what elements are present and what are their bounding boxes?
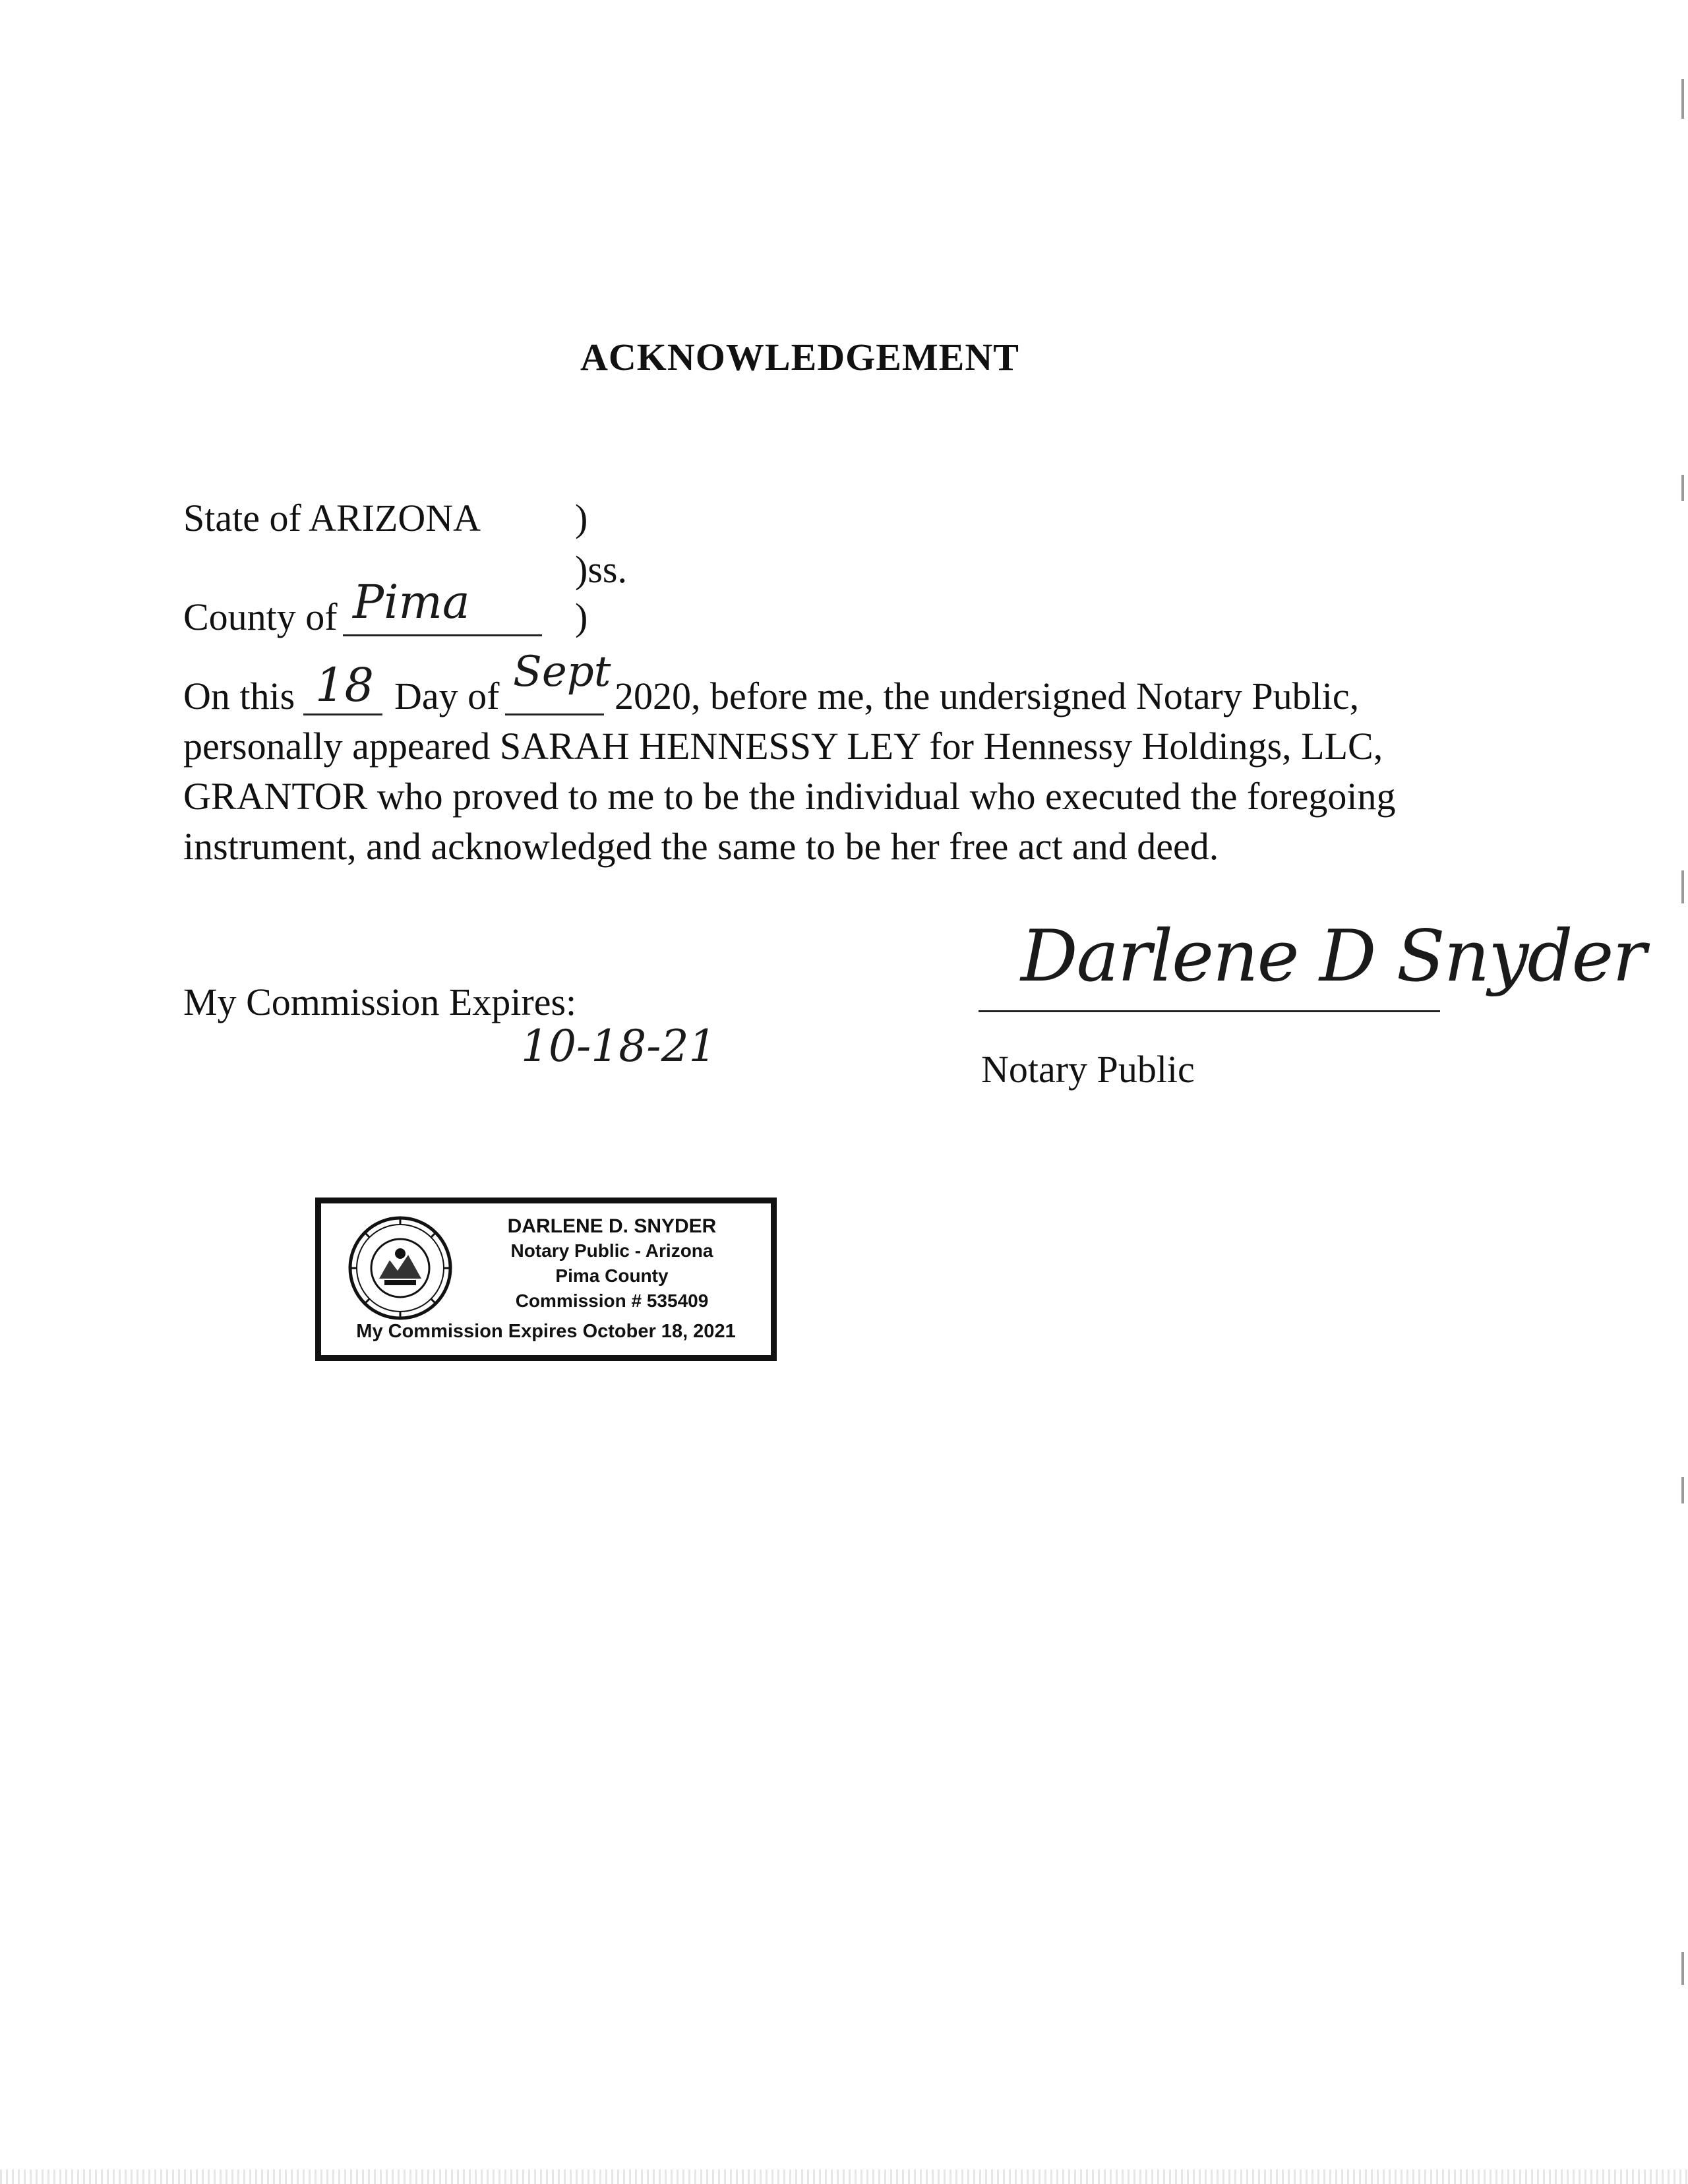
month-handwritten: Sept [513,648,611,696]
stamp-title: Notary Public - Arizona [510,1240,713,1261]
body-line-3: GRANTOR who proved to me to be the individual who executed the foregoing [183,775,1396,818]
body-line-4: instrument, and acknowledged the same to be her free act and deed. [183,825,1219,868]
day-blank-line [303,713,382,715]
venue-paren: ) [575,497,588,539]
day-handwritten: 18 [315,658,375,712]
county-handwritten: Pima [353,575,470,629]
notary-stamp [315,1198,777,1361]
stamp-name: DARLENE D. SNYDER [507,1215,717,1237]
body-line-2: personally appeared SARAH HENNESSY LEY for Hennessy Holdings, LLC, [183,725,1383,768]
ss-mark: )ss. [575,548,627,591]
county-label: County of [183,595,338,638]
notary-caption: Notary Public [981,1048,1195,1091]
commission-label: My Commission Expires: [183,981,577,1023]
scan-artifact [1681,79,1684,119]
scan-artifact [1681,1477,1684,1503]
county-blank-line [343,634,542,636]
stamp-commission: Commission # 535409 [515,1290,709,1311]
body-line-1: 2020, before me, the undersigned Notary Public, [615,675,1360,717]
scan-artifact [1681,1952,1684,1985]
venue-paren: ) [575,595,588,638]
month-blank-line [505,713,604,715]
stamp-county: Pima County [555,1265,669,1286]
notary-signature: Darlene D Snyder [1021,915,1646,998]
state-line: State of ARIZONA [183,497,481,539]
document-title: ACKNOWLEDGEMENT [580,336,1019,379]
on-this-label: On this [183,675,295,717]
scan-artifact-strip [0,2169,1688,2184]
arizona-state-seal-icon [347,1215,453,1321]
scan-artifact [1681,475,1684,501]
commission-date-handwritten: 10-18-21 [521,1021,717,1072]
stamp-expires: My Commission Expires October 18, 2021 [356,1321,736,1342]
day-of-label: Day of [394,675,500,717]
signature-line [979,1010,1440,1012]
scan-artifact [1681,870,1684,903]
